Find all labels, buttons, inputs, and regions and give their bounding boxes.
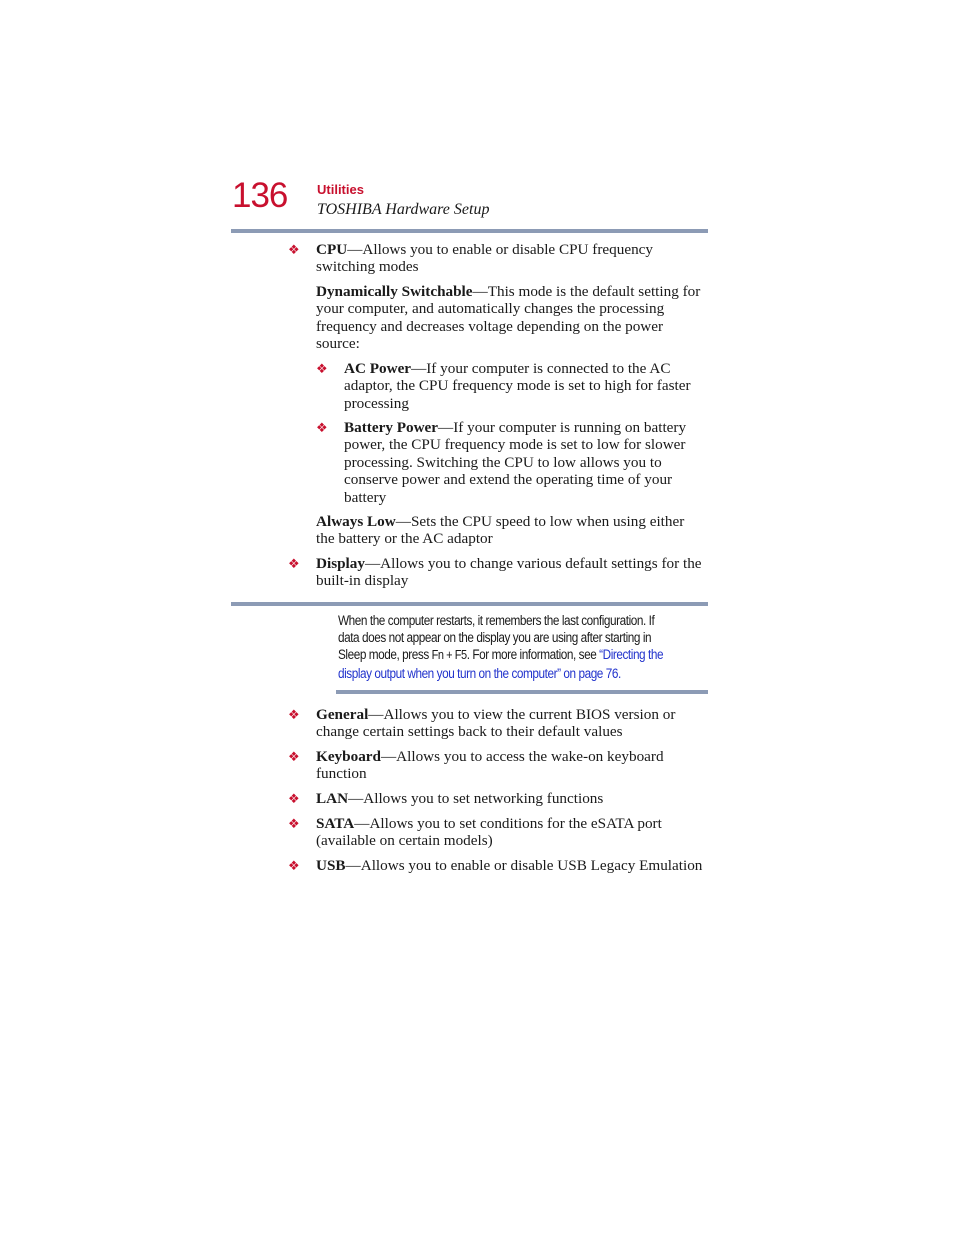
general-term: General bbox=[316, 706, 369, 723]
bullet-icon: ❖ bbox=[288, 708, 300, 723]
note-box: When the computer restarts, it remembers the last configuration. If data does not appear on the display you are using after starting in Sleep mode, press Fn + F5. For more information, see “Directing the display output when you turn on the computer” on page 76. bbox=[338, 613, 664, 681]
dynamic-paragraph: Dynamically Switchable—This mode is the default setting for your computer, and automatically changes the processing frequency and decreases voltage depending on the power source: bbox=[316, 283, 701, 353]
cross-reference-link[interactable]: display output when you turn on the computer” on page 76 bbox=[338, 665, 618, 681]
subsection-label: TOSHIBA Hardware Setup bbox=[317, 201, 490, 218]
keyboard-item: Keyboard—Allows you to access the wake-on keyboard function bbox=[316, 748, 664, 783]
battery-power-item: Battery Power—If your computer is running on battery power, the CPU frequency mode is set to low for slower processing. Switching the CPU to low allows you to conserve power and extend the operating time of your battery bbox=[344, 419, 687, 506]
bullet-icon: ❖ bbox=[288, 817, 300, 832]
section-label: Utilities bbox=[317, 182, 364, 197]
always-low-term: Always Low bbox=[316, 513, 396, 530]
usb-item: USB—Allows you to enable or disable USB Legacy Emulation bbox=[316, 857, 703, 874]
bullet-icon: ❖ bbox=[288, 243, 300, 258]
display-item: Display—Allows you to change various default settings for the built-in display bbox=[316, 555, 702, 590]
usb-term: USB bbox=[316, 857, 346, 874]
ac-power-item: AC Power—If your computer is connected to the AC adaptor, the CPU frequency mode is set to high for faster processing bbox=[344, 360, 691, 412]
bullet-icon: ❖ bbox=[288, 750, 300, 765]
note-rule-top bbox=[231, 602, 708, 606]
bullet-icon: ❖ bbox=[288, 792, 300, 807]
display-term: Display bbox=[316, 555, 365, 572]
battery-power-term: Battery Power bbox=[344, 419, 439, 436]
cpu-term: CPU bbox=[316, 241, 348, 258]
bullet-icon: ❖ bbox=[316, 362, 328, 377]
cpu-item bbox=[316, 241, 653, 276]
sata-term: SATA bbox=[316, 815, 355, 832]
lan-term: LAN bbox=[316, 790, 349, 807]
bullet-icon: ❖ bbox=[288, 557, 300, 572]
ac-power-term: AC Power bbox=[344, 360, 412, 377]
sata-item: SATA—Allows you to set conditions for the eSATA port (available on certain models) bbox=[316, 815, 662, 850]
note-rule-bottom bbox=[336, 690, 708, 694]
cross-reference-link[interactable]: “Directing the bbox=[599, 647, 664, 663]
bullet-icon: ❖ bbox=[316, 421, 328, 436]
cpu-desc-2: switching modes bbox=[316, 258, 419, 276]
cpu-desc: —Allows you to enable or disable CPU frequency bbox=[347, 241, 654, 258]
key-combo: Fn + F5 bbox=[431, 648, 467, 663]
header-rule bbox=[231, 229, 708, 233]
lan-item: LAN—Allows you to set networking functions bbox=[316, 790, 604, 807]
bullet-icon: ❖ bbox=[288, 859, 300, 874]
page-number: 136 bbox=[232, 176, 288, 215]
keyboard-term: Keyboard bbox=[316, 748, 381, 765]
always-low-paragraph: Always Low—Sets the CPU speed to low when using either the battery or the AC adaptor bbox=[316, 513, 685, 548]
dynamic-term: Dynamically Switchable bbox=[316, 283, 473, 300]
general-item: General—Allows you to view the current BIOS version or change certain settings back to their default values bbox=[316, 706, 676, 741]
